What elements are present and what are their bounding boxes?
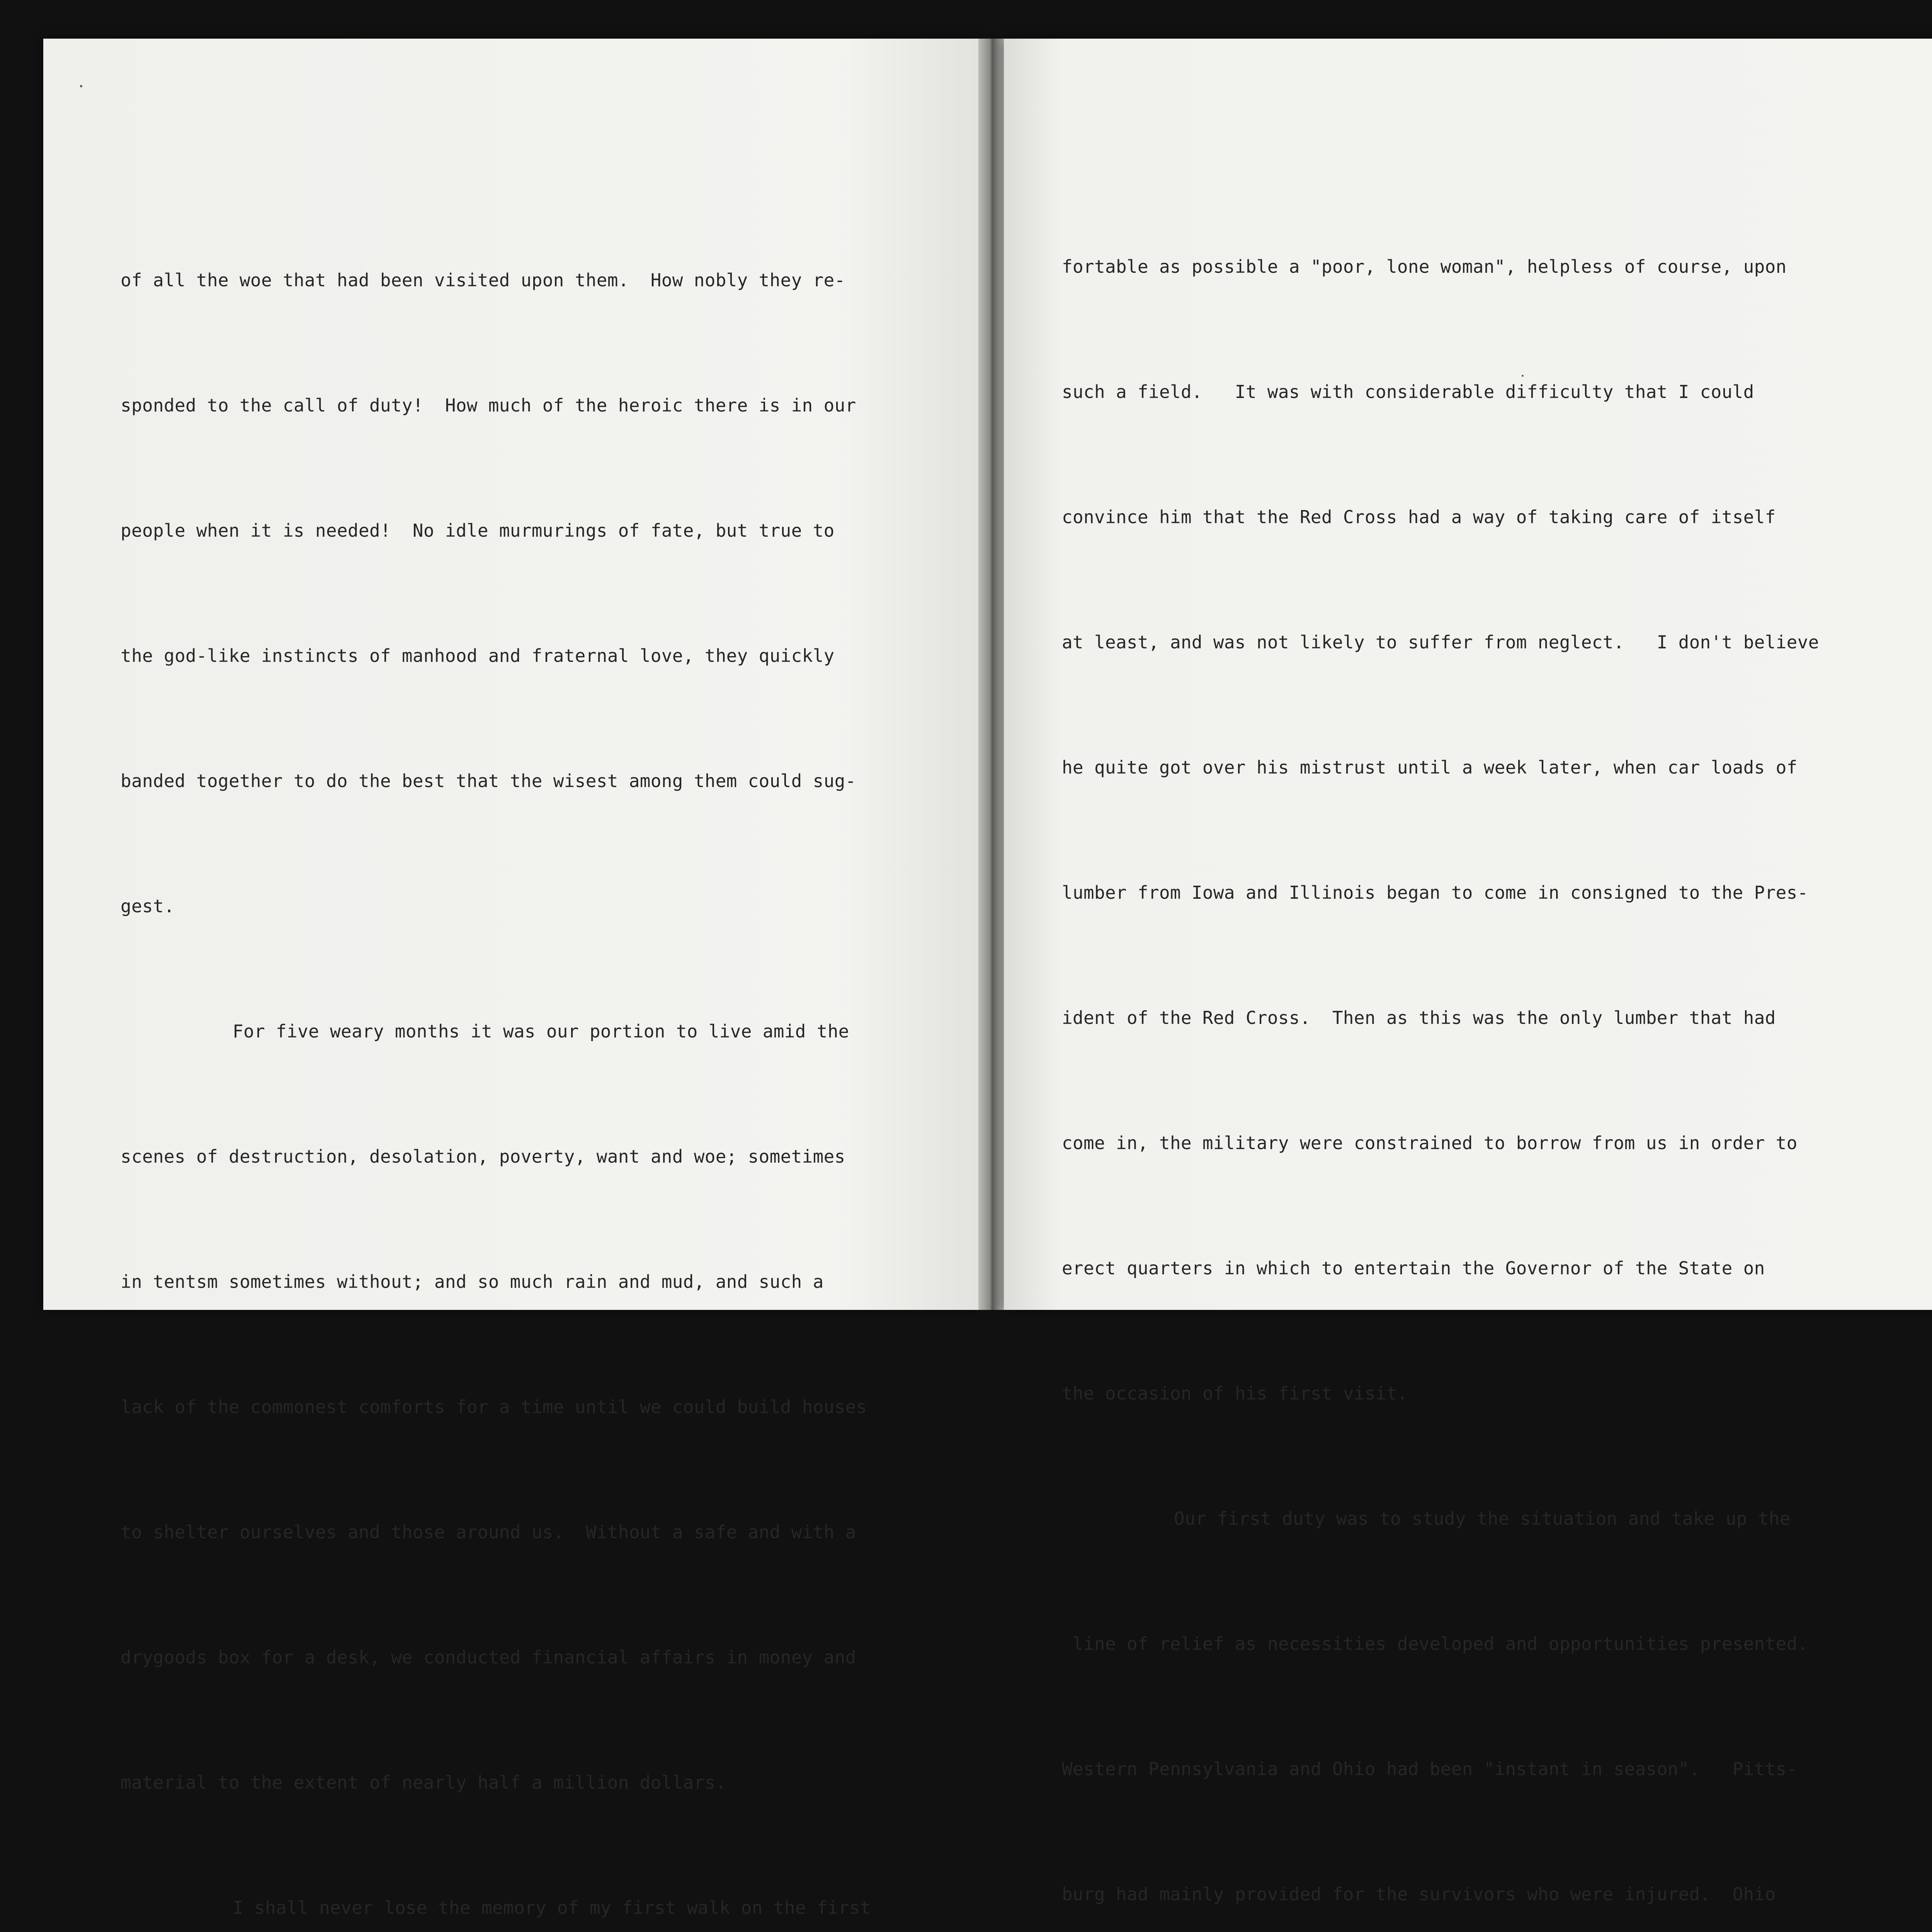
text-line: such a field. It was with considerable difficulty that I could [1062, 381, 1754, 402]
right-page [1004, 39, 1932, 1905]
text-line: For five weary months it was our portion to live amid the [233, 1021, 849, 1042]
left-page [43, 39, 978, 1918]
text-line: burg had mainly provided for the survivors who were injured. Ohio [1062, 1884, 1776, 1905]
text-line: people when it is needed! No idle murmurings of fate, but true to [121, 520, 835, 541]
text-line: Our first duty was to study the situation and take up the [1174, 1508, 1791, 1529]
text-line: to shelter ourselves and those around us. Without a safe and with a [121, 1522, 856, 1543]
text-line: in tentsm sometimes without; and so much rain and mud, and such a [121, 1271, 824, 1292]
text-line: material to the extent of nearly half a million dollars. [121, 1772, 726, 1793]
text-line: erect quarters in which to entertain the Governor of the State on [1062, 1258, 1765, 1279]
left-page-text [121, 176, 889, 1932]
text-line: convince him that the Red Cross had a way of taking care of itself [1062, 507, 1776, 527]
text-line: the god-like instincts of manhood and fraternal love, they quickly [121, 645, 835, 666]
text-line: sponded to the call of duty! How much of the heroic there is in our [121, 395, 856, 416]
text-line: scenes of destruction, desolation, poverty, want and woe; sometimes [121, 1146, 845, 1167]
text-line: I shall never lose the memory of my first walk on the first [233, 1897, 871, 1918]
paper-speck [80, 85, 82, 87]
text-line: drygoods box for a desk, we conducted financial affairs in money and [121, 1647, 856, 1668]
text-line: at least, and was not likely to suffer from neglect. I don't believe [1062, 632, 1819, 653]
text-line: of all the woe that had been visited upon them. How nobly they re- [121, 270, 845, 291]
text-line: line of relief as necessities developed and opportunities presented. [1062, 1633, 1808, 1654]
right-page-text [1062, 162, 1819, 1932]
text-line: banded together to do the best that the wisest among them could sug- [121, 770, 856, 791]
text-line: Western Pennsylvania and Ohio had been "instant in season". Pitts- [1062, 1759, 1798, 1779]
book-gutter [978, 39, 1004, 1310]
text-line: ident of the Red Cross. Then as this was the only lumber that had [1062, 1007, 1776, 1028]
text-line: the occasion of his first visit. [1062, 1383, 1408, 1404]
text-line: lack of the commonest comforts for a time until we could build houses [121, 1396, 867, 1417]
text-line: come in, the military were constrained to borrow from us in order to [1062, 1133, 1798, 1153]
text-line: lumber from Iowa and Illinois began to come in consigned to the Pres- [1062, 882, 1808, 903]
text-line: fortable as possible a "poor, lone woman", helpless of course, upon [1062, 256, 1787, 277]
text-line: he quite got over his mistrust until a week later, when car loads of [1062, 757, 1798, 778]
text-line: gest. [121, 896, 175, 917]
